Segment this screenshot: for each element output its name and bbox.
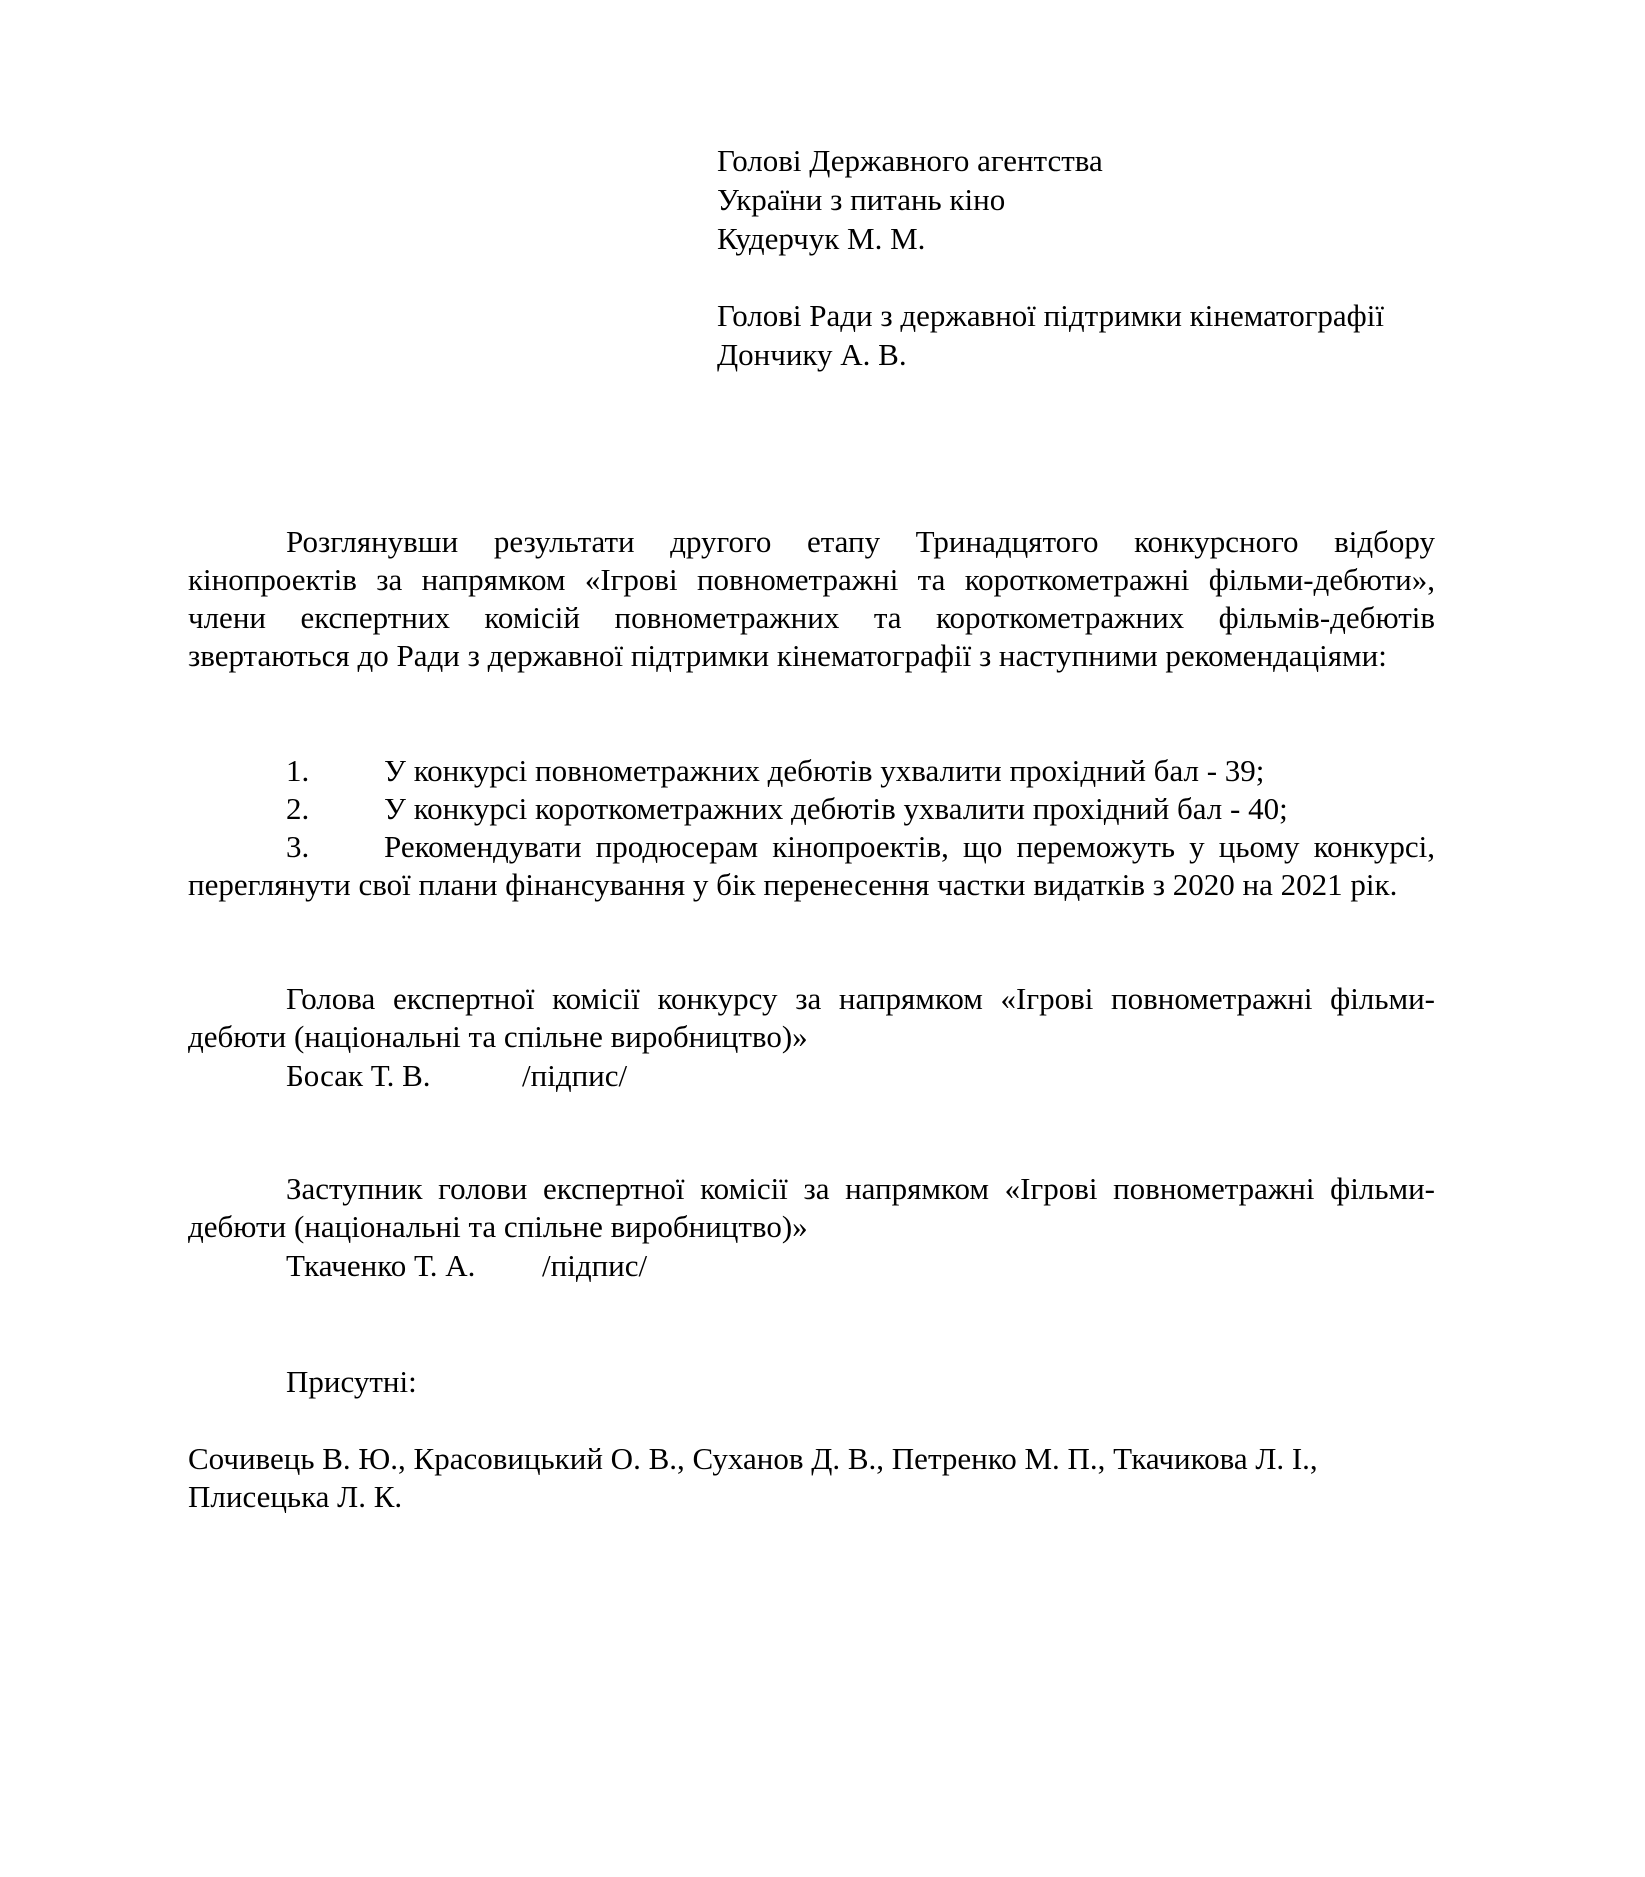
signature-mark: /підпис/ (522, 1058, 628, 1093)
recommendation-number: 3. (286, 829, 310, 864)
chair-signature-line (286, 1057, 627, 1095)
recommendation-text: Рекомендувати продюсерам кінопроектів, що переможуть у цьому конкурсі, переглянути свої плани фінансування у бік перенесення частки видатків з 2020 на 2021 рік. (188, 829, 1435, 902)
recommendation-item (188, 752, 1435, 790)
present-label: Присутні: (286, 1364, 417, 1399)
intro-paragraph: Розглянувши результати другого етапу Тринадцятого конкурсного відбору кінопроектів за напрямком «Ігрові повнометражні та короткометражні фільми-дебюти», члени експертних комісій повнометражних та короткометражних фільмів-дебютів звертаються до Ради з державної підтримки кінематографії з наступними рекомендаціями: (188, 524, 1435, 673)
chair-name: Босак Т. В. (286, 1058, 431, 1093)
recommendation-text: У конкурсі повнометражних дебютів ухвалити прохідний бал - 39; (384, 753, 1265, 788)
addressee-block-agency (717, 141, 1103, 258)
addressee-block-council (717, 296, 1384, 374)
addressee-name: Кудерчук М. М. (717, 221, 926, 256)
addressee-name: Дончику А. В. (717, 337, 907, 372)
present-names: Сочивець В. Ю., Красовицький О. В., Суханов Д. В., Петренко М. П., Ткачикова Л. І., Плисецька Л. К. (188, 1441, 1318, 1514)
recommendation-item (188, 828, 1435, 904)
addressee-line: Голові Ради з державної підтримки кінематографії (717, 298, 1384, 333)
addressee-line: Голові Державного агентства (717, 143, 1103, 178)
signature-mark: /підпис/ (542, 1248, 648, 1283)
recommendation-paragraph (188, 828, 1435, 904)
addressee-line: України з питань кіно (717, 182, 1006, 217)
chair-title: Голова експертної комісії конкурсу за напрямком «Ігрові повнометражні фільми-дебюти (національні та спільне виробництво)» (188, 981, 1435, 1054)
deputy-name: Ткаченко Т. А. (286, 1248, 476, 1283)
recommendation-text: У конкурсі короткометражних дебютів ухвалити прохідний бал - 40; (384, 791, 1288, 826)
recommendation-item (188, 790, 1435, 828)
recommendation-number: 2. (286, 791, 310, 826)
deputy-title: Заступник голови експертної комісії за напрямком «Ігрові повнометражні фільми-дебюти (національні та спільне виробництво)» (188, 1171, 1435, 1244)
recommendation-number: 1. (286, 753, 310, 788)
deputy-signature-line (286, 1247, 647, 1285)
